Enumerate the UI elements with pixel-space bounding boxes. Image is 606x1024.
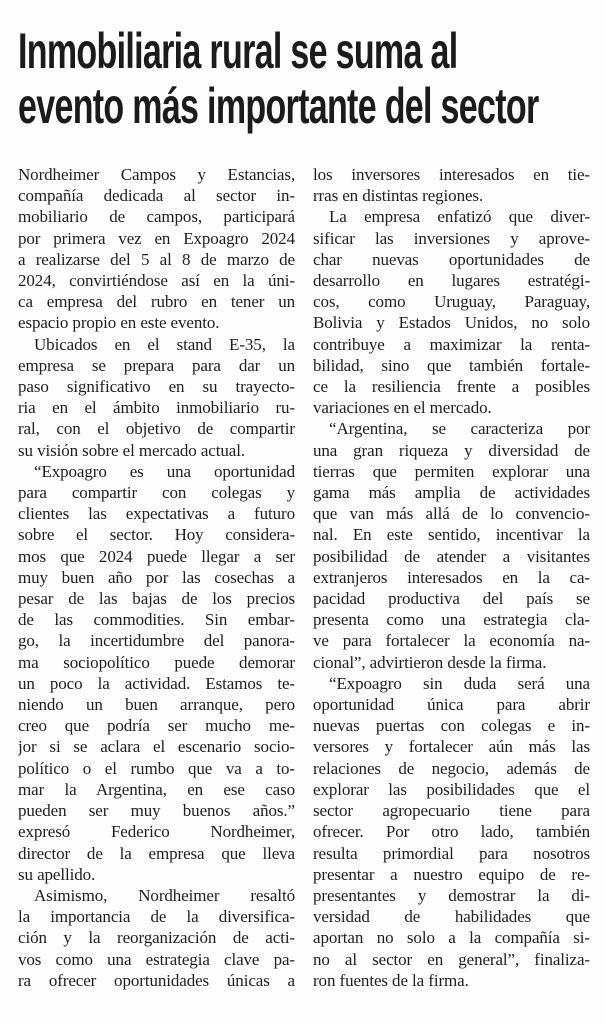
text-line: Bolivia y Estados Unidos, no solo (313, 313, 590, 333)
text-line: jor si se aclara el escenario socio- (18, 737, 295, 757)
text-line: sificar las inversiones y aprove- (313, 228, 590, 248)
headline-line-2: evento más importante del sector (18, 78, 539, 134)
text-line: mar la Argentina, en ese caso (18, 779, 295, 799)
text-line: gama más amplia de actividades (313, 483, 590, 503)
text-line: rras en distintas regiones. (313, 186, 484, 206)
text-line: char nuevas oportunidades de (313, 249, 590, 269)
text-line: por primera vez en Expoagro 2024 (18, 228, 295, 248)
text-line: oportunidad única para abrir (313, 695, 590, 715)
text-line: ria en el ámbito inmobiliario ru- (18, 398, 295, 418)
text-line: presentar a nuestro equipo de re- (313, 864, 590, 884)
text-line: tierras que permiten explorar una (313, 461, 590, 481)
text-line: pacidad productiva del país se (313, 589, 590, 609)
text-line: “Expoagro sin duda será una (329, 673, 590, 693)
text-line: empresa se prepara para dar un (18, 355, 295, 375)
text-line: pesar de las bajas de los precios (18, 589, 295, 609)
text-line: vos como una estrategia clave pa- (18, 949, 295, 969)
text-line: mobiliario de campos, participará (18, 207, 295, 227)
text-line: Asimismo, Nordheimer resaltó (34, 885, 295, 905)
body-column-left (18, 164, 295, 991)
text-line: explorar las posibilidades que el (313, 779, 590, 799)
text-line: un poco la actividad. Estamos te- (18, 673, 295, 693)
text-line: expresó Federico Nordheimer, (18, 822, 295, 842)
text-line: contribuye a maximizar la renta- (313, 334, 590, 354)
text-line: extranjeros interesados en la ca- (313, 567, 590, 587)
text-line: ma sociopolítico puede demorar (18, 652, 295, 672)
headline-line-1: Inmobiliaria rural se suma al (18, 24, 458, 79)
text-line: ce la resiliencia frente a posibles (313, 377, 590, 397)
text-line: una gran riqueza y diversidad de (313, 440, 590, 460)
text-line: espacio propio en este evento. (18, 313, 220, 333)
text-line: político o el rumbo que va a to- (18, 758, 295, 778)
text-line: ca empresa del rubro en tener un (18, 292, 295, 312)
text-line: a realizarse del 5 al 8 de marzo de (18, 249, 295, 269)
text-line: versores y fortalecer aún más las (313, 737, 590, 757)
text-line: aportan no solo a la compañía si- (313, 928, 590, 948)
text-line: sobre el sector. Hoy considera- (18, 525, 295, 545)
text-line: presentantes y demostrar la di- (313, 885, 590, 905)
text-line: presenta como una estrategia cla- (313, 610, 590, 630)
text-line: no al sector en general”, finaliza- (313, 949, 590, 969)
text-line: ron fuentes de la firma. (313, 970, 469, 990)
text-line: que van más allá de lo convencio- (313, 504, 590, 524)
text-line: para compartir con colegas y (18, 483, 295, 503)
text-line: ve para fortalecer la economía na- (313, 631, 590, 651)
text-line: sector agropecuario tiene para (313, 801, 590, 821)
text-line: ción y la reorganización de acti- (18, 928, 295, 948)
text-line: “Expoagro es una oportunidad (34, 461, 295, 481)
text-line: director de la empresa que lleva (18, 843, 295, 863)
text-line: bilidad, sino que también fortale- (313, 355, 590, 375)
text-line: compañía dedicada al sector in- (18, 186, 295, 206)
text-line: cional”, advirtieron desde la firma. (313, 652, 547, 672)
text-line: ra ofrecer oportunidades únicas a (18, 970, 295, 990)
text-line: su visión sobre el mercado actual. (18, 440, 245, 460)
text-line: clientes las expectativas a futuro (18, 504, 295, 524)
text-line: ofrecer. Por otro lado, también (313, 822, 590, 842)
body-column-right (313, 164, 590, 991)
text-line: creo que podría ser mucho me- (18, 716, 295, 736)
text-line: desarrollo en lugares estratégi- (313, 271, 590, 291)
text-line: mos que 2024 puede llegar a ser (18, 546, 295, 566)
article-headline (18, 24, 590, 134)
text-line: resulta primordial para nosotros (313, 843, 590, 863)
text-line: posibilidad de atender a visitantes (313, 546, 590, 566)
text-line: Nordheimer Campos y Estancias, (18, 165, 295, 184)
text-line: La empresa enfatizó que diver- (329, 207, 590, 227)
text-line: ral, con el objetivo de compartir (18, 419, 295, 439)
text-line: pueden ser muy buenos años.” (18, 801, 295, 821)
text-line: nal. En este sentido, incentivar la (313, 525, 590, 545)
text-line: versidad de habilidades que (313, 907, 590, 927)
text-line: la importancia de la diversifica- (18, 907, 295, 927)
text-line: Ubicados en el stand E-35, la (34, 334, 295, 354)
text-line: relaciones de negocio, además de (313, 758, 590, 778)
text-line: los inversores interesados en tie- (313, 165, 590, 184)
text-line: de las commodities. Sin embar- (18, 610, 295, 630)
text-line: cos, como Uruguay, Paraguay, (313, 292, 590, 312)
text-line: variaciones en el mercado. (313, 398, 492, 418)
text-line: go, la incertidumbre del panora- (18, 631, 295, 651)
text-line: 2024, convirtiéndose así en la úni- (18, 271, 295, 291)
text-line: niendo un buen arranque, pero (18, 695, 295, 715)
text-line: su apellido. (18, 864, 96, 884)
article-body (18, 164, 590, 991)
text-line: paso significativo en su trayecto- (18, 377, 295, 397)
text-line: nuevas puertas con colegas e in- (313, 716, 590, 736)
text-line: muy buen año por las cosechas a (18, 567, 295, 587)
text-line: “Argentina, se caracteriza por (329, 419, 590, 439)
